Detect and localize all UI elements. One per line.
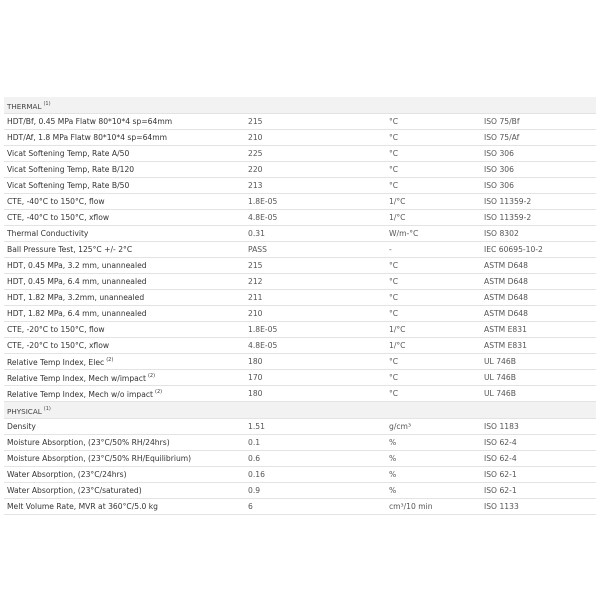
value-cell: 170 bbox=[248, 373, 263, 382]
property-name: Moisture Absorption, (23°C/50% RH/Equilibrium) bbox=[7, 454, 192, 463]
method-cell: UL 746B bbox=[484, 389, 516, 398]
property-cell bbox=[4, 290, 245, 305]
unit-cell: 1/°C bbox=[389, 213, 406, 222]
method-cell: ISO 8302 bbox=[484, 229, 519, 238]
property-name: HDT/Bf, 0.45 MPa Flatw 80*10*4 sp=64mm bbox=[7, 117, 173, 126]
method-cell: IEC 60695-10-2 bbox=[484, 245, 543, 254]
unit-cell: g/cm³ bbox=[389, 422, 411, 431]
value-cell: 215 bbox=[248, 261, 263, 270]
method-cell: ISO 62-4 bbox=[484, 454, 517, 463]
property-cell bbox=[4, 162, 245, 177]
method-cell: ISO 1183 bbox=[484, 422, 519, 431]
property-cell bbox=[4, 435, 245, 450]
value-cell: 180 bbox=[248, 357, 263, 366]
property-name: Water Absorption, (23°C/24hrs) bbox=[7, 470, 127, 479]
value-cell: 6 bbox=[248, 502, 253, 511]
table-row bbox=[4, 130, 596, 146]
value-cell: 1.8E-05 bbox=[248, 325, 278, 334]
value-cell: 0.31 bbox=[248, 229, 265, 238]
property-cell bbox=[4, 242, 245, 257]
section-footnote: (1) bbox=[43, 405, 51, 412]
method-cell: ASTM D648 bbox=[484, 277, 528, 286]
table-row bbox=[4, 338, 596, 354]
unit-cell: 1/°C bbox=[389, 325, 406, 334]
unit-cell: W/m-°C bbox=[389, 229, 419, 238]
value-cell: 225 bbox=[248, 149, 263, 158]
property-name: Vicat Softening Temp, Rate B/120 bbox=[7, 165, 135, 174]
property-footnote: (2) bbox=[147, 373, 156, 379]
property-name: Ball Pressure Test, 125°C +/- 2°C bbox=[7, 245, 133, 254]
property-name: CTE, -20°C to 150°C, flow bbox=[7, 325, 105, 334]
section-title bbox=[4, 401, 245, 420]
unit-cell: 1/°C bbox=[389, 341, 406, 350]
property-name: HDT, 1.82 MPa, 3.2mm, unannealed bbox=[7, 293, 145, 302]
table-row bbox=[4, 322, 596, 338]
value-cell: 0.1 bbox=[248, 438, 261, 447]
property-name: Vicat Softening Temp, Rate B/50 bbox=[7, 181, 130, 190]
value-cell: 213 bbox=[248, 181, 263, 190]
value-cell: 211 bbox=[248, 293, 263, 302]
property-name: Relative Temp Index, Mech w/o impact bbox=[7, 390, 154, 399]
property-cell bbox=[4, 467, 245, 482]
property-cell bbox=[4, 338, 245, 353]
method-cell: ISO 62-1 bbox=[484, 486, 517, 495]
unit-cell: % bbox=[389, 438, 397, 447]
property-cell bbox=[4, 483, 245, 498]
property-cell bbox=[4, 146, 245, 161]
property-name: HDT, 1.82 MPa, 6.4 mm, unannealed bbox=[7, 309, 147, 318]
table-row bbox=[4, 210, 596, 226]
property-cell bbox=[4, 369, 245, 386]
table-row bbox=[4, 162, 596, 178]
properties-table bbox=[4, 97, 596, 515]
unit-cell: °C bbox=[389, 373, 399, 382]
property-name: CTE, -40°C to 150°C, flow bbox=[7, 197, 105, 206]
value-cell: 210 bbox=[248, 309, 263, 318]
property-cell bbox=[4, 114, 245, 129]
property-cell bbox=[4, 258, 245, 273]
property-name: HDT, 0.45 MPa, 6.4 mm, unannealed bbox=[7, 277, 147, 286]
table-row bbox=[4, 194, 596, 210]
table-row bbox=[4, 419, 596, 435]
table-row bbox=[4, 290, 596, 306]
property-name: Density bbox=[7, 422, 36, 431]
table-row bbox=[4, 258, 596, 274]
method-cell: ISO 1133 bbox=[484, 502, 519, 511]
table-row bbox=[4, 370, 596, 386]
unit-cell: °C bbox=[389, 357, 399, 366]
table-row bbox=[4, 114, 596, 130]
section-header-physical bbox=[4, 402, 596, 419]
method-cell: ISO 11359-2 bbox=[484, 213, 532, 222]
property-cell bbox=[4, 499, 245, 514]
table-row bbox=[4, 146, 596, 162]
unit-cell: °C bbox=[389, 133, 399, 142]
value-cell: 215 bbox=[248, 117, 263, 126]
section-footnote: (1) bbox=[43, 100, 51, 107]
table-row bbox=[4, 226, 596, 242]
value-cell: 180 bbox=[248, 389, 263, 398]
property-cell bbox=[4, 385, 245, 402]
unit-cell: °C bbox=[389, 261, 399, 270]
method-cell: UL 746B bbox=[484, 373, 516, 382]
table-row bbox=[4, 274, 596, 290]
method-cell: ASTM D648 bbox=[484, 293, 528, 302]
property-cell bbox=[4, 322, 245, 337]
property-cell bbox=[4, 274, 245, 289]
value-cell: 4.8E-05 bbox=[248, 213, 278, 222]
table-row bbox=[4, 483, 596, 499]
method-cell: ASTM E831 bbox=[484, 325, 527, 334]
table-row bbox=[4, 354, 596, 370]
property-cell bbox=[4, 306, 245, 321]
property-cell bbox=[4, 178, 245, 193]
table-row bbox=[4, 499, 596, 515]
method-cell: UL 746B bbox=[484, 357, 516, 366]
method-cell: ISO 306 bbox=[484, 181, 514, 190]
property-name: Relative Temp Index, Elec bbox=[7, 358, 105, 367]
method-cell: ISO 75/Af bbox=[484, 133, 520, 142]
value-cell: 0.9 bbox=[248, 486, 261, 495]
table-row bbox=[4, 435, 596, 451]
method-cell: ASTM D648 bbox=[484, 261, 528, 270]
property-cell bbox=[4, 130, 245, 145]
table-row bbox=[4, 451, 596, 467]
property-name: HDT/Af, 1.8 MPa Flatw 80*10*4 sp=64mm bbox=[7, 133, 168, 142]
property-name: Moisture Absorption, (23°C/50% RH/24hrs) bbox=[7, 438, 170, 447]
unit-cell: °C bbox=[389, 117, 399, 126]
table-row bbox=[4, 467, 596, 483]
unit-cell: - bbox=[389, 245, 392, 254]
property-name: Vicat Softening Temp, Rate A/50 bbox=[7, 149, 130, 158]
table-row bbox=[4, 306, 596, 322]
unit-cell: % bbox=[389, 454, 397, 463]
unit-cell: % bbox=[389, 486, 397, 495]
value-cell: 0.6 bbox=[248, 454, 261, 463]
unit-cell: °C bbox=[389, 277, 399, 286]
section-title-text: THERMAL bbox=[7, 101, 42, 111]
unit-cell: °C bbox=[389, 293, 399, 302]
property-name: Thermal Conductivity bbox=[7, 229, 89, 238]
method-cell: ISO 11359-2 bbox=[484, 197, 532, 206]
unit-cell: °C bbox=[389, 165, 399, 174]
table-row bbox=[4, 178, 596, 194]
value-cell: 212 bbox=[248, 277, 263, 286]
property-name: HDT, 0.45 MPa, 3.2 mm, unannealed bbox=[7, 261, 147, 270]
unit-cell: % bbox=[389, 470, 397, 479]
value-cell: 210 bbox=[248, 133, 263, 142]
property-cell bbox=[4, 194, 245, 209]
unit-cell: 1/°C bbox=[389, 197, 406, 206]
value-cell: PASS bbox=[248, 245, 267, 254]
method-cell: ASTM E831 bbox=[484, 341, 527, 350]
value-cell: 0.16 bbox=[248, 470, 265, 479]
section-title bbox=[4, 96, 245, 115]
method-cell: ISO 306 bbox=[484, 165, 514, 174]
property-name: Water Absorption, (23°C/saturated) bbox=[7, 486, 142, 495]
method-cell: ISO 306 bbox=[484, 149, 514, 158]
property-cell bbox=[4, 451, 245, 466]
property-cell bbox=[4, 419, 245, 434]
table-row bbox=[4, 242, 596, 258]
value-cell: 1.51 bbox=[248, 422, 265, 431]
property-name: CTE, -20°C to 150°C, xflow bbox=[7, 341, 110, 350]
property-footnote: (2) bbox=[106, 357, 114, 363]
property-name: Melt Volume Rate, MVR at 360°C/5.0 kg bbox=[7, 502, 158, 511]
method-cell: ISO 62-1 bbox=[484, 470, 517, 479]
method-cell: ASTM D648 bbox=[484, 309, 528, 318]
method-cell: ISO 62-4 bbox=[484, 438, 517, 447]
section-header-thermal bbox=[4, 97, 596, 114]
value-cell: 220 bbox=[248, 165, 263, 174]
property-cell bbox=[4, 226, 245, 241]
unit-cell: °C bbox=[389, 149, 399, 158]
value-cell: 4.8E-05 bbox=[248, 341, 278, 350]
method-cell: ISO 75/Bf bbox=[484, 117, 520, 126]
property-footnote: (2) bbox=[155, 389, 163, 395]
unit-cell: cm³/10 min bbox=[389, 502, 433, 511]
property-cell bbox=[4, 353, 245, 370]
unit-cell: °C bbox=[389, 181, 399, 190]
unit-cell: °C bbox=[389, 389, 399, 398]
property-name: Relative Temp Index, Mech w/impact bbox=[7, 374, 146, 383]
property-cell bbox=[4, 210, 245, 225]
section-title-text: PHYSICAL bbox=[7, 406, 42, 416]
unit-cell: °C bbox=[389, 309, 399, 318]
property-name: CTE, -40°C to 150°C, xflow bbox=[7, 213, 110, 222]
value-cell: 1.8E-05 bbox=[248, 197, 278, 206]
